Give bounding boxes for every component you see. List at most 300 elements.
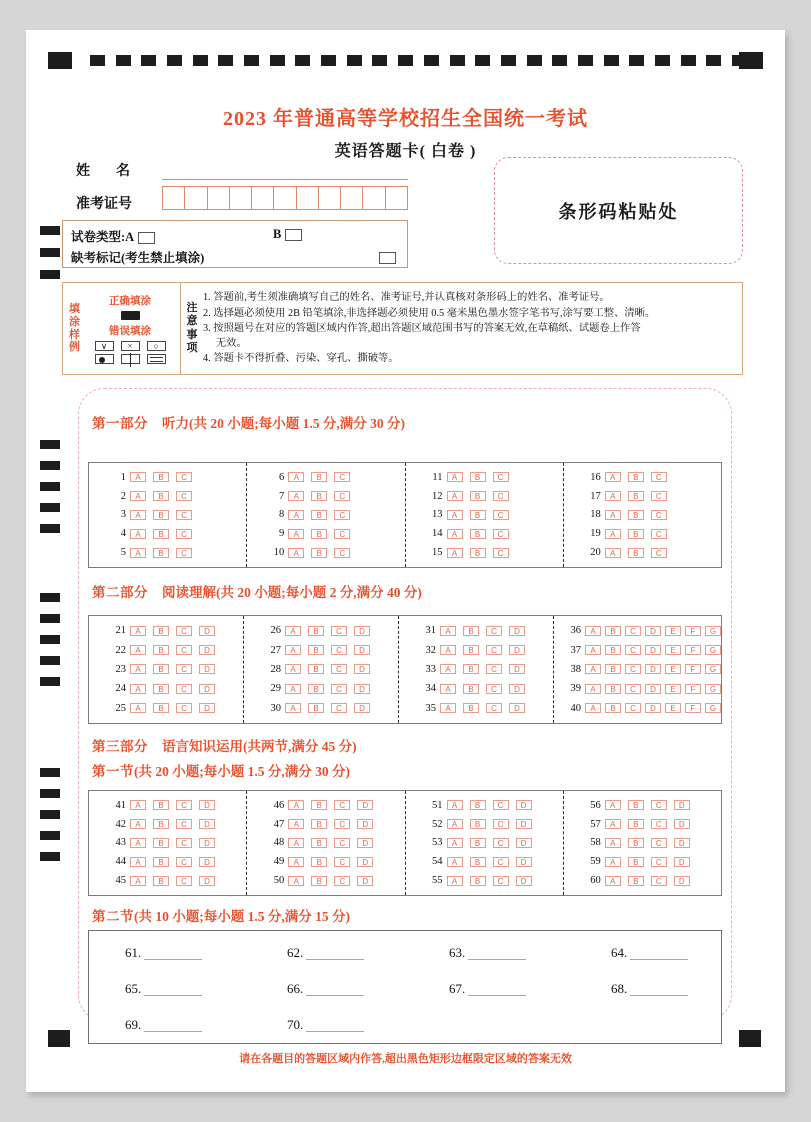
answer-bubble-C[interactable]: C xyxy=(486,703,502,713)
answer-bubble-C[interactable]: C xyxy=(493,472,509,482)
short-answer-item[interactable] xyxy=(287,981,364,997)
answer-row xyxy=(244,703,398,714)
answer-bubble-A[interactable]: A xyxy=(285,684,301,694)
paper-type-box xyxy=(62,220,408,268)
answer-bubble-D[interactable]: D xyxy=(357,819,373,829)
short-answer-line[interactable] xyxy=(144,995,202,996)
answer-bubble-B[interactable]: B xyxy=(311,548,327,558)
short-answer-item[interactable] xyxy=(287,945,364,961)
answer-bubble-C[interactable]: C xyxy=(334,800,350,810)
answer-bubble-E[interactable]: E xyxy=(665,626,681,636)
answer-bubble-A[interactable]: A xyxy=(440,645,456,655)
answer-bubble-D[interactable]: D xyxy=(199,838,215,848)
answer-bubble-C[interactable]: C xyxy=(651,819,667,829)
answer-bubble-C[interactable]: C xyxy=(493,491,509,501)
short-answer-item[interactable] xyxy=(611,945,688,961)
answer-bubble-C[interactable]: C xyxy=(651,491,667,501)
answer-bubble-B[interactable]: B xyxy=(308,664,324,674)
answer-bubble-B[interactable]: B xyxy=(470,548,486,558)
answer-bubble-B[interactable]: B xyxy=(311,510,327,520)
answer-grid-part2[interactable] xyxy=(88,615,722,724)
answer-bubble-C[interactable]: C xyxy=(176,684,192,694)
answer-bubble-A[interactable]: A xyxy=(447,876,463,886)
answer-bubble-D[interactable]: D xyxy=(354,626,370,636)
answer-bubble-B[interactable]: B xyxy=(628,819,644,829)
exam-id-cell[interactable] xyxy=(363,187,385,209)
answer-bubble-A[interactable]: A xyxy=(447,548,463,558)
answer-bubble-B[interactable]: B xyxy=(153,510,169,520)
answer-bubble-D[interactable]: D xyxy=(516,857,532,867)
answer-column xyxy=(247,463,405,567)
answer-bubble-D[interactable]: D xyxy=(199,684,215,694)
short-answer-item[interactable] xyxy=(125,1017,202,1033)
answer-bubble-B[interactable]: B xyxy=(153,876,169,886)
short-answer-line[interactable] xyxy=(144,1031,202,1032)
answer-bubble-D[interactable]: D xyxy=(674,876,690,886)
answer-bubble-A[interactable]: A xyxy=(605,800,621,810)
answer-row xyxy=(244,664,398,675)
short-answer-number: 64. xyxy=(611,945,628,960)
answer-bubble-D[interactable]: D xyxy=(509,645,525,655)
answer-bubble-B[interactable]: B xyxy=(628,838,644,848)
exam-id-cell[interactable] xyxy=(386,187,407,209)
answer-bubble-B[interactable]: B xyxy=(628,472,644,482)
answer-bubble-D[interactable]: D xyxy=(509,703,525,713)
short-answer-item[interactable] xyxy=(611,981,688,997)
short-answer-line[interactable] xyxy=(144,959,202,960)
answer-bubble-D[interactable]: D xyxy=(199,645,215,655)
answer-bubble-C[interactable]: C xyxy=(334,819,350,829)
question-number: 5 xyxy=(120,547,126,559)
answer-bubble-D[interactable]: D xyxy=(199,857,215,867)
answer-bubble-B[interactable]: B xyxy=(628,529,644,539)
answer-bubble-A[interactable]: A xyxy=(440,664,456,674)
answer-bubble-D[interactable]: D xyxy=(645,703,661,713)
answer-grid-part3[interactable] xyxy=(88,790,722,896)
short-answer-item[interactable] xyxy=(449,945,526,961)
paper-type-a-checkbox[interactable] xyxy=(138,232,155,244)
answer-bubble-B[interactable]: B xyxy=(470,819,486,829)
answer-bubble-D[interactable]: D xyxy=(674,838,690,848)
timing-mark xyxy=(578,55,593,66)
answer-bubble-A[interactable]: A xyxy=(447,838,463,848)
answer-bubble-A[interactable]: A xyxy=(288,857,304,867)
answer-bubble-A[interactable]: A xyxy=(585,664,601,674)
answer-bubble-B[interactable]: B xyxy=(470,800,486,810)
answer-bubble-C[interactable]: C xyxy=(625,626,641,636)
answer-bubble-C[interactable]: C xyxy=(176,529,192,539)
answer-bubble-C[interactable]: C xyxy=(334,876,350,886)
answer-bubble-A[interactable]: A xyxy=(605,876,621,886)
short-answer-line[interactable] xyxy=(630,959,688,960)
notice-items xyxy=(203,290,738,366)
answer-bubble-B[interactable]: B xyxy=(311,876,327,886)
answer-bubble-C[interactable]: C xyxy=(486,645,502,655)
answer-bubble-B[interactable]: B xyxy=(628,491,644,501)
question-number: 21 xyxy=(115,625,126,637)
answer-bubble-B[interactable]: B xyxy=(153,703,169,713)
answer-bubble-C[interactable]: C xyxy=(486,626,502,636)
answer-bubble-C[interactable]: C xyxy=(493,529,509,539)
answer-bubble-C[interactable]: C xyxy=(486,684,502,694)
answer-bubble-C[interactable]: C xyxy=(625,664,641,674)
exam-id-cell[interactable] xyxy=(185,187,207,209)
answer-bubble-C[interactable]: C xyxy=(493,876,509,886)
short-answer-line[interactable] xyxy=(306,959,364,960)
answer-bubble-C[interactable]: C xyxy=(651,876,667,886)
answer-bubble-B[interactable]: B xyxy=(311,857,327,867)
answer-bubble-D[interactable]: D xyxy=(516,819,532,829)
short-answer-line[interactable] xyxy=(468,995,526,996)
answer-bubble-A[interactable]: A xyxy=(605,548,621,558)
answer-bubble-C[interactable]: C xyxy=(331,645,347,655)
answer-bubble-D[interactable]: D xyxy=(357,876,373,886)
short-answer-line[interactable] xyxy=(630,995,688,996)
answer-bubble-B[interactable]: B xyxy=(153,684,169,694)
answer-bubble-A[interactable]: A xyxy=(288,800,304,810)
timing-mark xyxy=(40,789,60,798)
answer-bubble-A[interactable]: A xyxy=(130,857,146,867)
answer-bubble-C[interactable]: C xyxy=(331,703,347,713)
short-answer-item[interactable] xyxy=(125,945,202,961)
question-number: 43 xyxy=(115,837,126,849)
answer-bubble-C[interactable]: C xyxy=(176,819,192,829)
answer-bubble-D[interactable]: D xyxy=(199,800,215,810)
answer-bubble-C[interactable]: C xyxy=(486,664,502,674)
short-answer-number: 68. xyxy=(611,981,628,996)
answer-bubble-B[interactable]: B xyxy=(308,626,324,636)
answer-bubble-D[interactable]: D xyxy=(357,857,373,867)
answer-bubble-A[interactable]: A xyxy=(440,703,456,713)
answer-bubble-D[interactable]: D xyxy=(516,876,532,886)
answer-bubble-D[interactable]: D xyxy=(645,664,661,674)
answer-bubble-B[interactable]: B xyxy=(463,684,479,694)
answer-sheet-page xyxy=(26,30,785,1092)
answer-bubble-D[interactable]: D xyxy=(199,703,215,713)
answer-bubble-A[interactable]: A xyxy=(447,529,463,539)
paper-type-b-row[interactable] xyxy=(273,227,302,242)
answer-bubble-D[interactable]: D xyxy=(354,645,370,655)
answer-bubble-A[interactable]: A xyxy=(605,819,621,829)
answer-bubble-G[interactable]: G xyxy=(705,645,721,655)
name-input-line[interactable] xyxy=(162,178,408,180)
short-answer-item[interactable] xyxy=(125,981,202,997)
answer-bubble-B[interactable]: B xyxy=(605,626,621,636)
short-answer-item[interactable] xyxy=(287,1017,364,1033)
answer-bubble-D[interactable]: D xyxy=(516,800,532,810)
answer-bubble-A[interactable]: A xyxy=(288,819,304,829)
answer-bubble-C[interactable]: C xyxy=(334,472,350,482)
exam-id-cell[interactable] xyxy=(297,187,319,209)
answer-bubble-D[interactable]: D xyxy=(509,664,525,674)
answer-bubble-F[interactable]: F xyxy=(685,645,701,655)
paper-type-a-row[interactable] xyxy=(71,227,155,245)
answer-bubble-A[interactable]: A xyxy=(288,876,304,886)
short-answer-item[interactable] xyxy=(449,981,526,997)
answer-bubble-C[interactable]: C xyxy=(176,645,192,655)
answer-bubble-A[interactable]: A xyxy=(605,838,621,848)
answer-bubble-D[interactable]: D xyxy=(509,626,525,636)
answer-bubble-A[interactable]: A xyxy=(605,857,621,867)
answer-bubble-A[interactable]: A xyxy=(285,703,301,713)
exam-id-cell[interactable] xyxy=(230,187,252,209)
answer-bubble-B[interactable]: B xyxy=(153,645,169,655)
absent-checkbox[interactable] xyxy=(379,252,396,264)
answer-bubble-D[interactable]: D xyxy=(509,684,525,694)
answer-bubble-B[interactable]: B xyxy=(470,510,486,520)
answer-bubble-A[interactable]: A xyxy=(447,857,463,867)
answer-bubble-E[interactable]: E xyxy=(665,664,681,674)
answer-bubble-F[interactable]: F xyxy=(685,684,701,694)
answer-bubble-B[interactable]: B xyxy=(463,703,479,713)
answer-bubble-A[interactable]: A xyxy=(605,491,621,501)
answer-bubble-C[interactable]: C xyxy=(493,838,509,848)
answer-bubble-D[interactable]: D xyxy=(674,819,690,829)
answer-bubble-A[interactable]: A xyxy=(447,800,463,810)
answer-bubble-A[interactable]: A xyxy=(130,645,146,655)
answer-bubble-A[interactable]: A xyxy=(288,491,304,501)
short-answer-line[interactable] xyxy=(468,959,526,960)
answer-bubble-B[interactable]: B xyxy=(153,548,169,558)
exam-id-cell[interactable] xyxy=(252,187,274,209)
answer-bubble-B[interactable]: B xyxy=(470,472,486,482)
answer-bubble-A[interactable]: A xyxy=(130,684,146,694)
answer-bubble-C[interactable]: C xyxy=(176,626,192,636)
answer-bubble-A[interactable]: A xyxy=(285,645,301,655)
answer-bubble-A[interactable]: A xyxy=(130,876,146,886)
answer-bubble-C[interactable]: C xyxy=(651,510,667,520)
answer-bubble-C[interactable]: C xyxy=(651,857,667,867)
answer-bubble-C[interactable]: C xyxy=(176,857,192,867)
answer-bubble-B[interactable]: B xyxy=(308,703,324,713)
answer-bubble-B[interactable]: B xyxy=(153,491,169,501)
answer-bubble-A[interactable]: A xyxy=(288,838,304,848)
answer-bubble-C[interactable]: C xyxy=(651,529,667,539)
answer-bubble-B[interactable]: B xyxy=(153,664,169,674)
answer-bubble-A[interactable]: A xyxy=(130,472,146,482)
answer-bubble-C[interactable]: C xyxy=(176,491,192,501)
answer-bubble-A[interactable]: A xyxy=(447,491,463,501)
answer-bubble-D[interactable]: D xyxy=(645,626,661,636)
answer-bubble-A[interactable]: A xyxy=(130,703,146,713)
answer-bubble-A[interactable]: A xyxy=(130,510,146,520)
answer-bubble-C[interactable]: C xyxy=(334,529,350,539)
question-number: 30 xyxy=(270,702,281,714)
answer-bubble-E[interactable]: E xyxy=(665,684,681,694)
answer-bubble-C[interactable]: C xyxy=(176,472,192,482)
answer-bubble-A[interactable]: A xyxy=(440,684,456,694)
answer-bubble-B[interactable]: B xyxy=(470,491,486,501)
answer-bubble-A[interactable]: A xyxy=(285,664,301,674)
answer-bubble-A[interactable]: A xyxy=(130,529,146,539)
answer-bubble-A[interactable]: A xyxy=(440,626,456,636)
answer-bubble-F[interactable]: F xyxy=(685,626,701,636)
answer-bubble-D[interactable]: D xyxy=(674,857,690,867)
answer-bubble-B[interactable]: B xyxy=(628,800,644,810)
answer-bubble-B[interactable]: B xyxy=(153,472,169,482)
answer-bubble-C[interactable]: C xyxy=(176,548,192,558)
answer-bubble-B[interactable]: B xyxy=(470,529,486,539)
answer-bubble-C[interactable]: C xyxy=(176,703,192,713)
answer-bubble-C[interactable]: C xyxy=(331,626,347,636)
answer-bubble-D[interactable]: D xyxy=(674,800,690,810)
answer-bubble-A[interactable]: A xyxy=(288,529,304,539)
answer-bubble-C[interactable]: C xyxy=(625,645,641,655)
answer-bubble-A[interactable]: A xyxy=(585,703,601,713)
answer-bubble-A[interactable]: A xyxy=(585,684,601,694)
answer-bubble-C[interactable]: C xyxy=(651,800,667,810)
answer-bubble-B[interactable]: B xyxy=(605,703,621,713)
answer-bubble-B[interactable]: B xyxy=(605,664,621,674)
answer-bubble-A[interactable]: A xyxy=(585,645,601,655)
answer-bubble-B[interactable]: B xyxy=(628,876,644,886)
answer-bubble-B[interactable]: B xyxy=(311,800,327,810)
answer-bubble-C[interactable]: C xyxy=(176,510,192,520)
answer-bubble-C[interactable]: C xyxy=(493,819,509,829)
answer-bubble-C[interactable]: C xyxy=(334,838,350,848)
answer-bubble-B[interactable]: B xyxy=(153,857,169,867)
answer-row xyxy=(406,856,563,867)
answer-bubble-B[interactable]: B xyxy=(311,491,327,501)
answer-bubble-A[interactable]: A xyxy=(605,472,621,482)
answer-bubble-D[interactable]: D xyxy=(354,684,370,694)
answer-row xyxy=(554,703,721,714)
answer-bubble-D[interactable]: D xyxy=(354,703,370,713)
answer-bubble-G[interactable]: G xyxy=(705,626,721,636)
answer-bubble-F[interactable]: F xyxy=(685,664,701,674)
short-answer-box[interactable] xyxy=(88,930,722,1044)
answer-bubble-B[interactable]: B xyxy=(628,510,644,520)
answer-grid-part1[interactable] xyxy=(88,462,722,568)
exam-id-cell[interactable] xyxy=(341,187,363,209)
answer-bubble-D[interactable]: D xyxy=(357,838,373,848)
question-number: 48 xyxy=(273,837,285,849)
answer-bubble-B[interactable]: B xyxy=(311,838,327,848)
answer-bubble-B[interactable]: B xyxy=(153,819,169,829)
short-answer-number: 63. xyxy=(449,945,466,960)
paper-type-b-checkbox[interactable] xyxy=(285,229,302,241)
corner-mark-bottom-left xyxy=(48,1030,70,1047)
answer-bubble-D[interactable]: D xyxy=(199,626,215,636)
timing-mark xyxy=(40,482,60,491)
answer-bubble-C[interactable]: C xyxy=(493,800,509,810)
answer-bubble-B[interactable]: B xyxy=(605,684,621,694)
answer-bubble-C[interactable]: C xyxy=(651,548,667,558)
answer-bubble-C[interactable]: C xyxy=(493,857,509,867)
answer-bubble-A[interactable]: A xyxy=(285,626,301,636)
answer-bubble-D[interactable]: D xyxy=(199,819,215,829)
answer-bubble-C[interactable]: C xyxy=(334,857,350,867)
exam-id-cell[interactable] xyxy=(208,187,230,209)
answer-bubble-B[interactable]: B xyxy=(463,626,479,636)
answer-bubble-B[interactable]: B xyxy=(628,857,644,867)
answer-bubble-A[interactable]: A xyxy=(130,626,146,636)
answer-bubble-A[interactable]: A xyxy=(605,529,621,539)
answer-bubble-B[interactable]: B xyxy=(605,645,621,655)
answer-bubble-A[interactable]: A xyxy=(447,819,463,829)
exam-id-grid[interactable] xyxy=(162,186,408,210)
answer-bubble-C[interactable]: C xyxy=(331,684,347,694)
answer-bubble-B[interactable]: B xyxy=(311,529,327,539)
answer-bubble-E[interactable]: E xyxy=(665,645,681,655)
answer-bubble-B[interactable]: B xyxy=(153,838,169,848)
answer-bubble-A[interactable]: A xyxy=(130,664,146,674)
answer-bubble-B[interactable]: B xyxy=(311,819,327,829)
answer-bubble-D[interactable]: D xyxy=(354,664,370,674)
answer-bubble-C[interactable]: C xyxy=(625,703,641,713)
answer-bubble-A[interactable]: A xyxy=(130,548,146,558)
answer-bubble-G[interactable]: G xyxy=(705,664,721,674)
answer-bubble-B[interactable]: B xyxy=(308,684,324,694)
answer-bubble-A[interactable]: A xyxy=(130,800,146,810)
answer-bubble-B[interactable]: B xyxy=(463,645,479,655)
answer-bubble-D[interactable]: D xyxy=(645,645,661,655)
answer-bubble-C[interactable]: C xyxy=(334,510,350,520)
answer-bubble-D[interactable]: D xyxy=(357,800,373,810)
answer-bubble-D[interactable]: D xyxy=(645,684,661,694)
answer-bubble-F[interactable]: F xyxy=(685,703,701,713)
answer-bubble-C[interactable]: C xyxy=(493,548,509,558)
answer-bubble-A[interactable]: A xyxy=(130,491,146,501)
answer-bubble-B[interactable]: B xyxy=(153,800,169,810)
answer-bubble-C[interactable]: C xyxy=(493,510,509,520)
answer-bubble-C[interactable]: C xyxy=(176,800,192,810)
answer-bubble-A[interactable]: A xyxy=(605,510,621,520)
answer-bubble-B[interactable]: B xyxy=(308,645,324,655)
answer-bubble-A[interactable]: A xyxy=(447,472,463,482)
answer-bubble-A[interactable]: A xyxy=(288,510,304,520)
exam-id-cell[interactable] xyxy=(163,187,185,209)
answer-bubble-C[interactable]: C xyxy=(651,838,667,848)
answer-bubble-C[interactable]: C xyxy=(331,664,347,674)
answer-bubble-A[interactable]: A xyxy=(288,548,304,558)
answer-bubble-A[interactable]: A xyxy=(130,819,146,829)
answer-bubble-B[interactable]: B xyxy=(470,838,486,848)
answer-bubble-G[interactable]: G xyxy=(705,684,721,694)
answer-bubble-C[interactable]: C xyxy=(651,472,667,482)
answer-bubble-D[interactable]: D xyxy=(199,664,215,674)
question-number: 36 xyxy=(570,625,581,637)
answer-bubble-C[interactable]: C xyxy=(176,838,192,848)
answer-bubble-G[interactable]: G xyxy=(705,703,721,713)
answer-bubble-B[interactable]: B xyxy=(470,857,486,867)
answer-bubble-C[interactable]: C xyxy=(334,548,350,558)
answer-bubble-A[interactable]: A xyxy=(130,838,146,848)
timing-mark xyxy=(424,55,439,66)
answer-bubble-C[interactable]: C xyxy=(176,876,192,886)
short-answer-line[interactable] xyxy=(306,995,364,996)
answer-bubble-D[interactable]: D xyxy=(516,838,532,848)
answer-bubble-B[interactable]: B xyxy=(311,472,327,482)
short-answer-line[interactable] xyxy=(306,1031,364,1032)
answer-bubble-B[interactable]: B xyxy=(470,876,486,886)
answer-bubble-A[interactable]: A xyxy=(447,510,463,520)
exam-id-cell[interactable] xyxy=(319,187,341,209)
exam-id-cell[interactable] xyxy=(274,187,296,209)
answer-bubble-A[interactable]: A xyxy=(288,472,304,482)
answer-bubble-A[interactable]: A xyxy=(585,626,601,636)
answer-bubble-D[interactable]: D xyxy=(199,876,215,886)
answer-bubble-E[interactable]: E xyxy=(665,703,681,713)
answer-bubble-C[interactable]: C xyxy=(176,664,192,674)
footer-note: 请在各题目的答题区域内作答,超出黑色矩形边框限定区域的答案无效 xyxy=(239,1053,572,1065)
answer-bubble-C[interactable]: C xyxy=(334,491,350,501)
answer-bubble-B[interactable]: B xyxy=(153,626,169,636)
answer-bubble-B[interactable]: B xyxy=(463,664,479,674)
answer-bubble-C[interactable]: C xyxy=(625,684,641,694)
answer-bubble-B[interactable]: B xyxy=(628,548,644,558)
answer-bubble-B[interactable]: B xyxy=(153,529,169,539)
